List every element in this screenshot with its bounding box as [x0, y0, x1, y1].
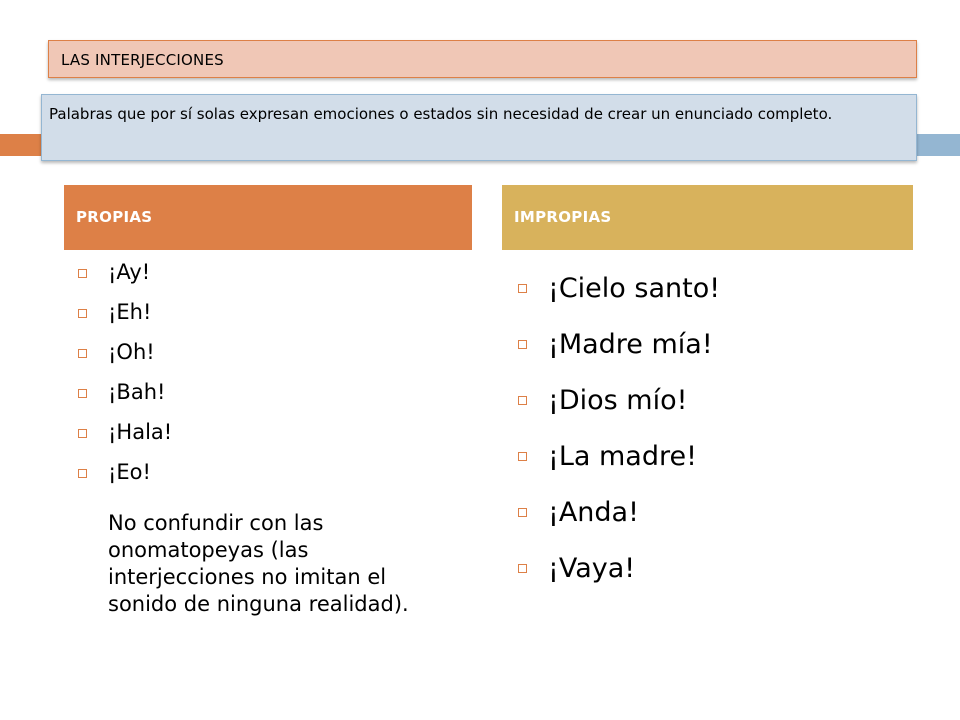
list-item: [516, 272, 896, 306]
square-bullet-icon: [78, 309, 87, 318]
propias-list: [76, 259, 456, 499]
square-bullet-icon: [78, 269, 87, 278]
list-item-text: ¡Vaya!: [548, 553, 636, 584]
square-bullet-icon: [78, 389, 87, 398]
list-item: [516, 552, 896, 586]
square-bullet-icon: [518, 564, 527, 573]
list-item-text: ¡Eo!: [108, 460, 151, 484]
list-item: [516, 440, 896, 474]
list-item: [76, 379, 456, 405]
list-item-text: ¡Cielo santo!: [548, 273, 721, 304]
header-propias: PROPIAS: [64, 185, 472, 250]
list-item: [516, 384, 896, 418]
square-bullet-icon: [518, 340, 527, 349]
list-item: [76, 259, 456, 285]
list-item: [76, 299, 456, 325]
square-bullet-icon: [518, 284, 527, 293]
list-item-text: ¡La madre!: [548, 441, 697, 472]
list-item-text: ¡Hala!: [108, 420, 173, 444]
list-item: [516, 328, 896, 362]
list-item: [76, 339, 456, 365]
list-item-text: ¡Madre mía!: [548, 329, 713, 360]
square-bullet-icon: [78, 429, 87, 438]
slide-title: LAS INTERJECCIONES: [48, 40, 917, 78]
list-item-text: ¡Eh!: [108, 300, 152, 324]
list-item: [516, 496, 896, 530]
list-item-text: ¡Anda!: [548, 497, 639, 528]
list-item-text: ¡Dios mío!: [548, 385, 688, 416]
square-bullet-icon: [518, 396, 527, 405]
square-bullet-icon: [518, 452, 527, 461]
list-item-text: ¡Ay!: [108, 260, 151, 284]
header-impropias: IMPROPIAS: [502, 185, 913, 250]
list-item: [76, 419, 456, 445]
onomatopeyas-note: No confundir con las onomatopeyas (las interjecciones no imitan el sonido de ninguna realidad).: [108, 511, 409, 616]
square-bullet-icon: [78, 349, 87, 358]
definition-text: Palabras que por sí solas expresan emociones o estados sin necesidad de crear un enunciado completo.: [41, 94, 917, 161]
list-item: [76, 459, 456, 485]
list-item-text: ¡Oh!: [108, 340, 155, 364]
list-item-text: ¡Bah!: [108, 380, 166, 404]
impropias-list: [516, 272, 896, 608]
square-bullet-icon: [518, 508, 527, 517]
square-bullet-icon: [78, 469, 87, 478]
